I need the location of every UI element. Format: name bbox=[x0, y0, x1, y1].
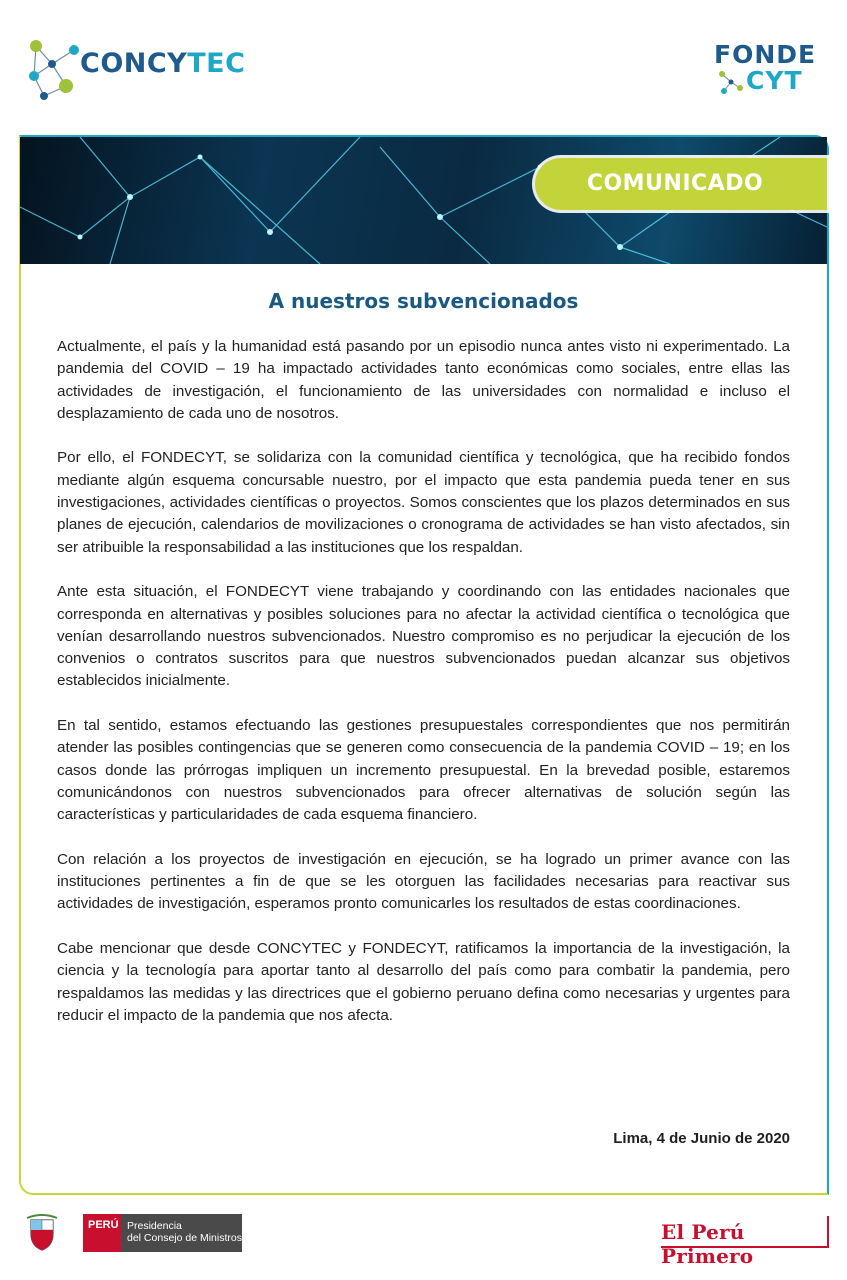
pcm-line1: Presidencia bbox=[127, 1220, 182, 1232]
fondecyt-logo bbox=[712, 40, 827, 102]
comunicado-badge bbox=[535, 158, 827, 210]
paragraph: Cabe mencionar que desde CONCYTEC y FONDECYT, ratificamos la importancia de la investigación, la ciencia y la tecnología para aportar tanto al desarrollo del país como para combatir la pandemia, pero respaldamos las medidas y las directrices que el gobierno peruano defina como necesarias y urgentes para reducir el impacto de la pandemia que nos afecta. bbox=[57, 940, 790, 1024]
letter-body bbox=[57, 336, 790, 1050]
coat-of-arms-icon bbox=[25, 1214, 59, 1252]
slogan-text: El Perú Primero bbox=[661, 1220, 754, 1268]
date-line: Lima, 4 de Junio de 2020 bbox=[613, 1130, 790, 1147]
concytec-logo bbox=[22, 32, 262, 102]
pcm-line2: del Consejo de Ministros bbox=[127, 1232, 242, 1244]
paragraph: Ante esta situación, el FONDECYT viene trabajando y coordinando con las entidades nacionales que corresponda en alternativas y posibles soluciones para no afectar la actividad científica o tecnológica que venían desarrollando nuestros subvencionados. Nuestro compromiso es no perjudicar la ejecución de los convenios o contratos suscritos para que nuestros subvencionados puedan alcanzar sus objetivos establecidos inicialmente. bbox=[57, 583, 790, 690]
fondecyt-wordmark-line1: FONDE bbox=[714, 40, 817, 69]
comunicado-label: COMUNICADO bbox=[586, 171, 764, 196]
paragraph: Actualmente, el país y la humanidad está pasando por un episodio nunca antes visto ni experimentado. La pandemia del COVID – 19 ha impactado actividades tanto económicas como sociales, entre ellas las actividades de investigación, el funcionamiento de las universidades con normalidad e incluso el desplazamiento de cada uno de nosotros. bbox=[57, 338, 790, 422]
el-peru-primero-logo bbox=[661, 1216, 829, 1268]
peru-label: PERÚ bbox=[83, 1214, 121, 1252]
pcm-logo bbox=[25, 1214, 242, 1252]
fondecyt-wordmark-line2: CYT bbox=[746, 66, 803, 95]
concytec-wordmark: CONCYTEC bbox=[80, 48, 246, 79]
molecule-icon bbox=[716, 68, 746, 96]
pcm-name bbox=[121, 1214, 242, 1252]
molecule-icon bbox=[22, 32, 82, 102]
paragraph: Por ello, el FONDECYT, se solidariza con la comunidad científica y tecnológica, que ha recibido fondos mediante algún esquema concursable nuestro, por el impacto que esta pandemia pueda tener en sus investigaciones, actividades científicas o proyectos. Somos conscientes que los plazos determinados en sus planes de ejecución, calendarios de movilizaciones o cronograma de actividades se han visto afectados, sin ser atribuible la responsabilidad a las instituciones que los respaldan. bbox=[57, 449, 790, 556]
page-title: A nuestros subvencionados bbox=[268, 289, 579, 313]
paragraph: Con relación a los proyectos de investigación en ejecución, se ha logrado un primer avance con las instituciones pertinentes a fin de que se les otorguen las facilidades necesarias para reactivar sus actividades de investigación, esperamos pronto comunicarles los resultados de estas coordinaciones. bbox=[57, 850, 790, 913]
paragraph: En tal sentido, estamos efectuando las gestiones presupuestales correspondientes que nos permitirán atender las posibles contingencias que se generen como consecuencia de la pandemia COVID – 19; en los casos donde las prórrogas impliquen un incremento presupuestal. En la brevedad posible, estaremos comunicándonos con nuestros subvencionados para ofrecer alternativas de solución según las características y particularidades de cada esquema financiero. bbox=[57, 717, 790, 824]
